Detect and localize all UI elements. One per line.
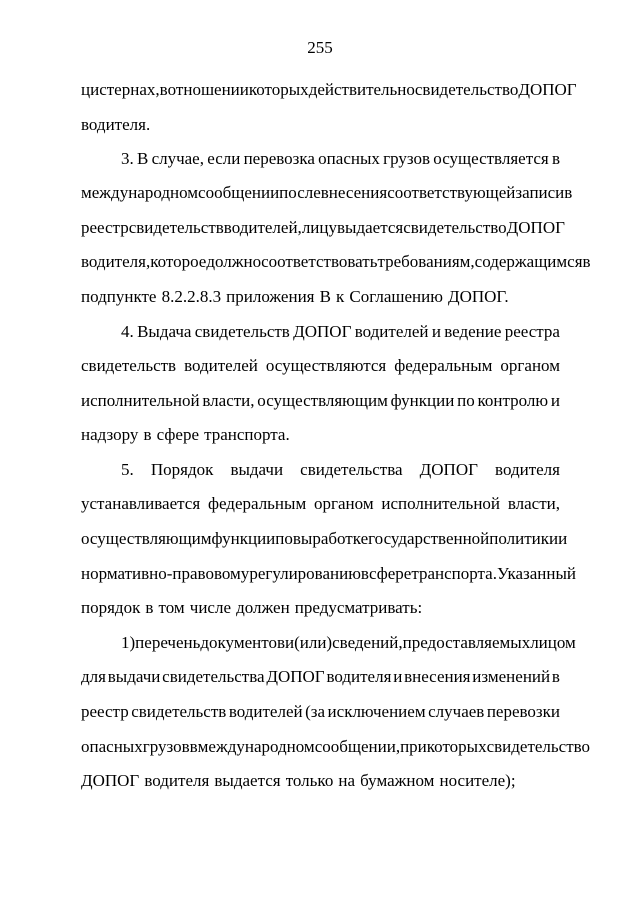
word: и: [431, 322, 441, 341]
text-line: [121, 633, 576, 653]
word: грузов: [142, 737, 190, 756]
word: том: [158, 598, 185, 617]
word: выдается: [337, 218, 404, 237]
word: осуществляется: [433, 149, 549, 168]
text-line: [121, 322, 560, 342]
word: предусматривать:: [294, 598, 423, 617]
word: документов: [200, 633, 285, 652]
word: числе: [189, 598, 232, 617]
word: ДОПОГ: [81, 771, 140, 790]
text-line: [81, 80, 577, 100]
text-line: [81, 356, 560, 376]
text-line: [81, 702, 560, 722]
word: внесения: [404, 667, 471, 686]
text-line: [81, 425, 560, 445]
text-line: [81, 287, 560, 307]
text-line: [81, 115, 560, 135]
word: если: [207, 149, 241, 168]
word: выработке: [292, 529, 369, 548]
word: ДОПОГ: [506, 218, 565, 237]
word: сфере: [156, 425, 199, 444]
word: водителей: [228, 702, 303, 721]
word: лицом: [530, 633, 576, 652]
word: ДОПОГ.: [448, 287, 509, 306]
word: ДОПОГ: [293, 322, 352, 341]
word: требованиям,: [377, 252, 475, 271]
word: действительно: [308, 80, 415, 99]
word: свидетельств: [194, 322, 290, 341]
word: контролю: [477, 391, 549, 410]
text-line: [81, 494, 560, 514]
word: транспорта.: [411, 564, 497, 583]
word: соответствовать: [261, 252, 378, 271]
word: В: [319, 287, 331, 306]
word: свидетельств: [131, 702, 227, 721]
word: сфере: [368, 564, 412, 583]
word: функции: [390, 391, 455, 410]
word: органом: [314, 494, 374, 513]
word: ДОПОГ: [518, 80, 577, 99]
word: после: [279, 183, 321, 202]
word: Порядок: [150, 460, 214, 479]
word: ДОПОГ: [266, 667, 325, 686]
word: и: [558, 529, 568, 548]
word: в: [143, 425, 152, 444]
page-number: 255: [307, 38, 333, 57]
word: цистернах,: [81, 80, 160, 99]
word: выдается: [214, 771, 281, 790]
word: органом: [500, 356, 560, 375]
word: международном: [81, 183, 199, 202]
text-line: [81, 391, 560, 411]
word: 1): [121, 633, 136, 652]
word: ведение: [444, 322, 502, 341]
word: опасных: [81, 737, 143, 756]
word: водителей: [184, 356, 258, 375]
word: носителе);: [439, 771, 516, 790]
word: на: [338, 771, 356, 790]
word: исключением: [327, 702, 426, 721]
word: в: [582, 252, 591, 271]
word: свидетельств: [81, 356, 177, 375]
word: сведений,: [332, 633, 403, 652]
word: исполнительной: [381, 494, 501, 513]
word: содержащимся: [474, 252, 583, 271]
word: транспорта.: [204, 425, 290, 444]
word: реестра: [504, 322, 560, 341]
word: к: [336, 287, 345, 306]
word: федеральным: [207, 494, 307, 513]
word: должно: [206, 252, 262, 271]
word: в: [189, 737, 198, 756]
word: должен: [236, 598, 290, 617]
word: реестр: [81, 702, 129, 721]
word: 3.: [121, 149, 134, 168]
word: свидетельства: [162, 667, 265, 686]
text-line: [81, 598, 560, 618]
word: федеральным: [394, 356, 493, 375]
word: лицу: [301, 218, 337, 237]
word: осуществляются: [265, 356, 387, 375]
word: государственной: [368, 529, 490, 548]
word: которое: [150, 252, 207, 271]
word: власти,: [202, 391, 255, 410]
word: водителя: [326, 667, 392, 686]
text-line: [81, 771, 560, 791]
word: свидетельство: [403, 218, 507, 237]
text-line: [81, 218, 565, 238]
word: приложения: [226, 287, 315, 306]
word: предоставляемых: [402, 633, 531, 652]
word: водителей: [354, 322, 429, 341]
word: и: [550, 391, 560, 410]
word: Выдача: [137, 322, 192, 341]
text-line: [81, 252, 591, 272]
text-line: [81, 183, 573, 203]
word: изменений: [472, 667, 551, 686]
word: для: [81, 667, 106, 686]
word: международном: [197, 737, 315, 756]
word: устанавливается: [81, 494, 201, 513]
word: отношении: [167, 80, 249, 99]
text-line: [121, 460, 560, 480]
word: только: [285, 771, 334, 790]
word: свидетельств: [128, 218, 224, 237]
word: свидетельство: [486, 737, 591, 756]
word: Соглашению: [349, 287, 443, 306]
word: и: [284, 633, 295, 652]
word: в: [564, 183, 573, 202]
word: (за: [305, 702, 326, 721]
word: и: [393, 667, 403, 686]
word: осуществляющим: [81, 529, 212, 548]
word: перечень: [135, 633, 201, 652]
word: перевозка: [243, 149, 315, 168]
word: подпункте: [81, 287, 157, 306]
word: В: [136, 149, 149, 168]
word: сообщении: [198, 183, 280, 202]
text-line: [81, 529, 568, 549]
word: порядок: [81, 598, 141, 617]
word: (или): [294, 633, 333, 652]
word: исполнительной: [81, 391, 200, 410]
word: которых: [248, 80, 309, 99]
word: свидетельство: [414, 80, 519, 99]
word: записи: [515, 183, 565, 202]
word: выдачи: [107, 667, 161, 686]
word: сообщении,: [314, 737, 401, 756]
word: функции: [211, 529, 276, 548]
word: в: [551, 667, 560, 686]
word: осуществляющим: [257, 391, 388, 410]
word: нормативно-правовому: [81, 564, 250, 583]
text-line: [81, 667, 560, 687]
word: случае,: [151, 149, 204, 168]
word: внесения: [320, 183, 388, 202]
word: в: [159, 80, 168, 99]
word: водителя.: [81, 115, 151, 134]
word: перевозки: [486, 702, 560, 721]
word: опасных: [318, 149, 380, 168]
text-line: [81, 564, 577, 584]
word: свидетельства: [300, 460, 403, 479]
word: реестр: [81, 218, 129, 237]
word: грузов: [383, 149, 431, 168]
word: выдачи: [230, 460, 284, 479]
word: по: [275, 529, 293, 548]
text-line: [81, 737, 591, 757]
word: водителя: [495, 460, 560, 479]
text-line: [121, 149, 560, 169]
word: водителя: [144, 771, 210, 790]
word: 4.: [121, 322, 134, 341]
word: водителей,: [223, 218, 302, 237]
word: в: [145, 598, 154, 617]
word: ДОПОГ: [419, 460, 478, 479]
word: бумажном: [360, 771, 435, 790]
word: при: [400, 737, 427, 756]
word: Указанный: [496, 564, 577, 583]
word: по: [457, 391, 475, 410]
word: в: [360, 564, 369, 583]
word: надзору: [81, 425, 139, 444]
word: 8.2.2.8.3: [161, 287, 222, 306]
word: в: [551, 149, 560, 168]
word: 5.: [121, 460, 134, 479]
word: которых: [426, 737, 487, 756]
word: регулированию: [249, 564, 361, 583]
word: соответствующей: [387, 183, 516, 202]
word: власти,: [507, 494, 560, 513]
word: случаев: [428, 702, 485, 721]
word: водителя,: [81, 252, 151, 271]
word: политики: [489, 529, 559, 548]
